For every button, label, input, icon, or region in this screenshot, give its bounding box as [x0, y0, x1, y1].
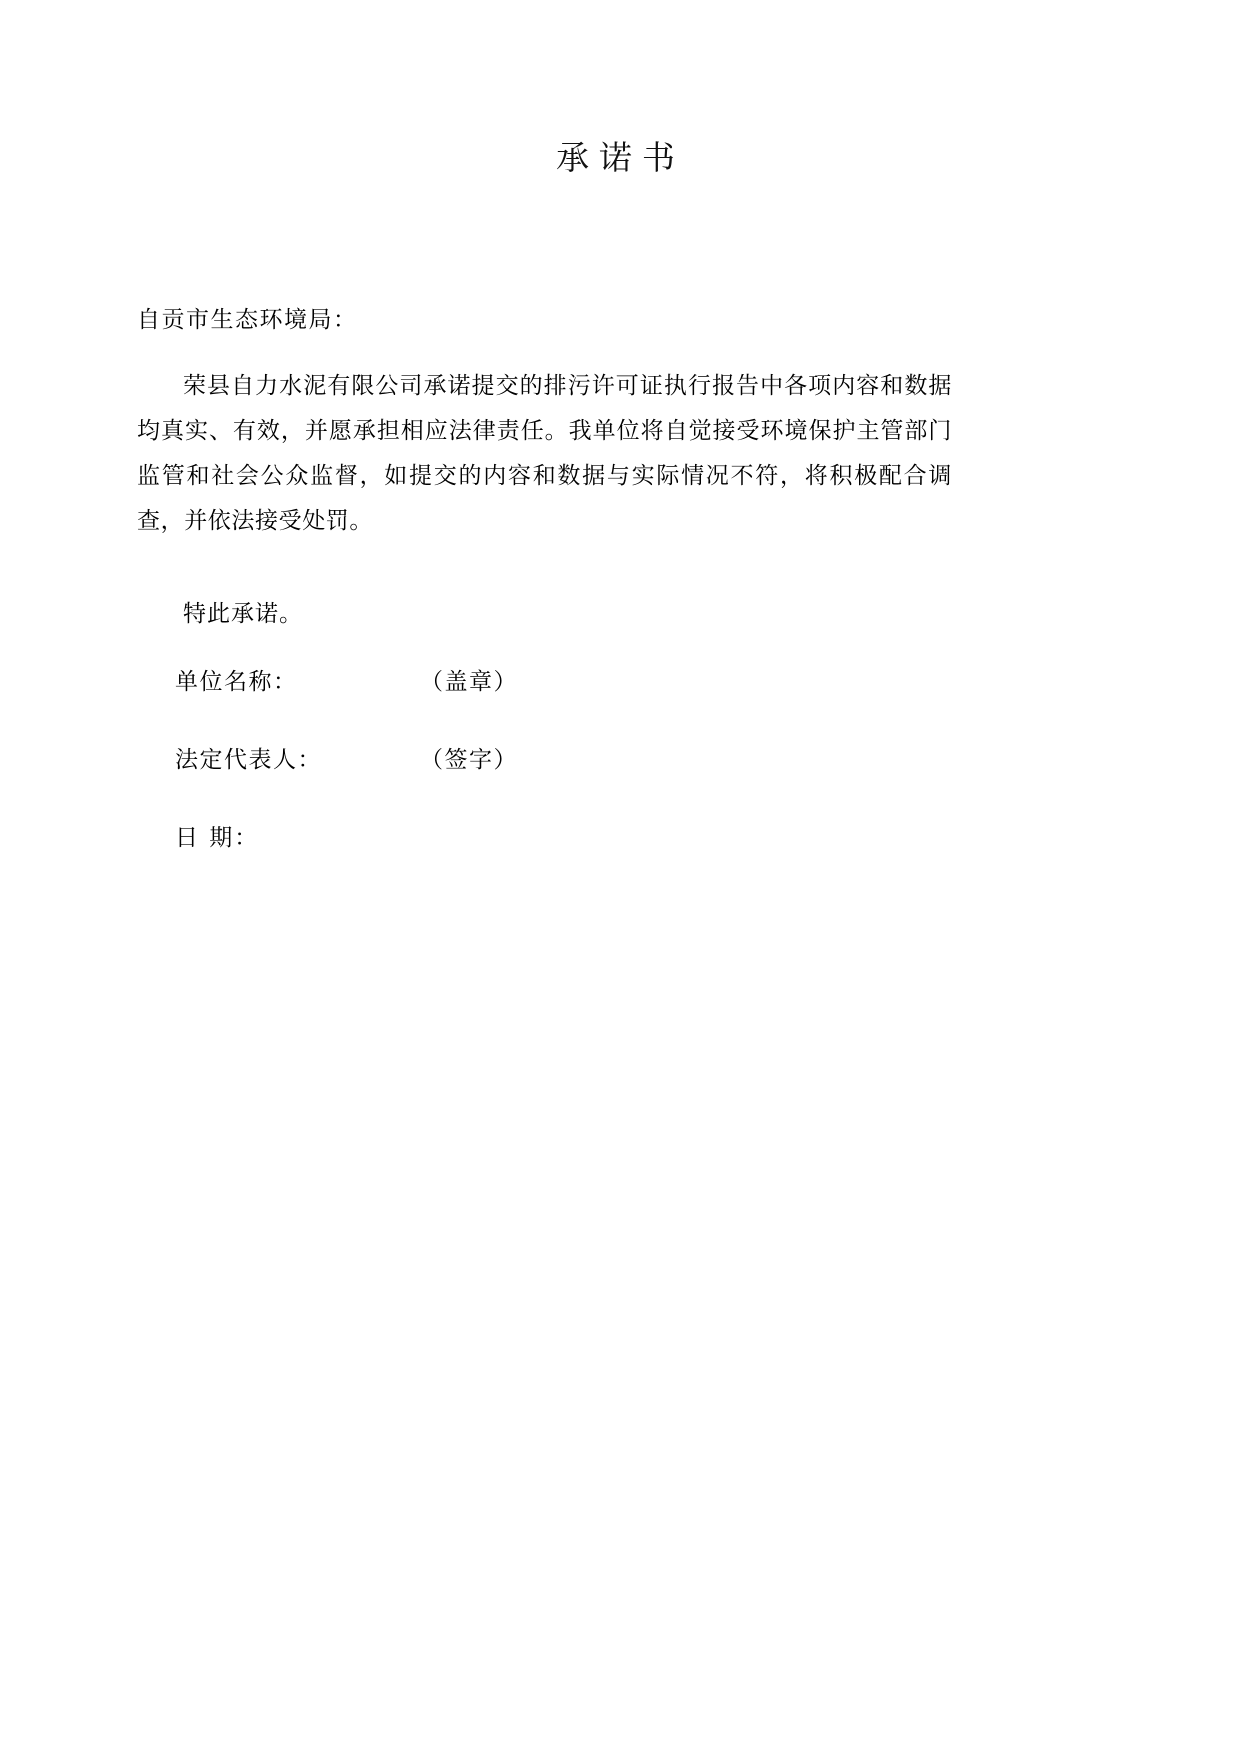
date-label: 日 期：	[175, 825, 260, 851]
closing-statement: 特此承诺。	[183, 601, 303, 627]
document-body	[137, 300, 952, 637]
page-title: 承诺书	[556, 138, 685, 177]
legal-representative-label: 法定代表人：	[175, 747, 322, 773]
paragraph-spacer	[137, 544, 952, 592]
salutation: 自贡市生态环境局：	[137, 307, 358, 333]
unit-name-label: 单位名称：	[175, 669, 298, 695]
legal-representative-sign-note: （签字）	[420, 747, 518, 773]
signature-block	[175, 663, 875, 897]
signature-row-legal-representative	[175, 741, 875, 819]
unit-name-seal-note: （盖章）	[420, 669, 518, 695]
signature-row-unit-name	[175, 663, 875, 741]
signature-row-date	[175, 819, 875, 897]
commitment-paragraph: 荣县自力水泥有限公司承诺提交的排污许可证执行报告中各项内容和数据均真实、有效，并愿承担相应法律责任。我单位将自觉接受环境保护主管部门监管和社会公众监督，如提交的内容和数据与实际情况不符，将积极配合调查，并依法接受处罚。	[137, 373, 952, 534]
